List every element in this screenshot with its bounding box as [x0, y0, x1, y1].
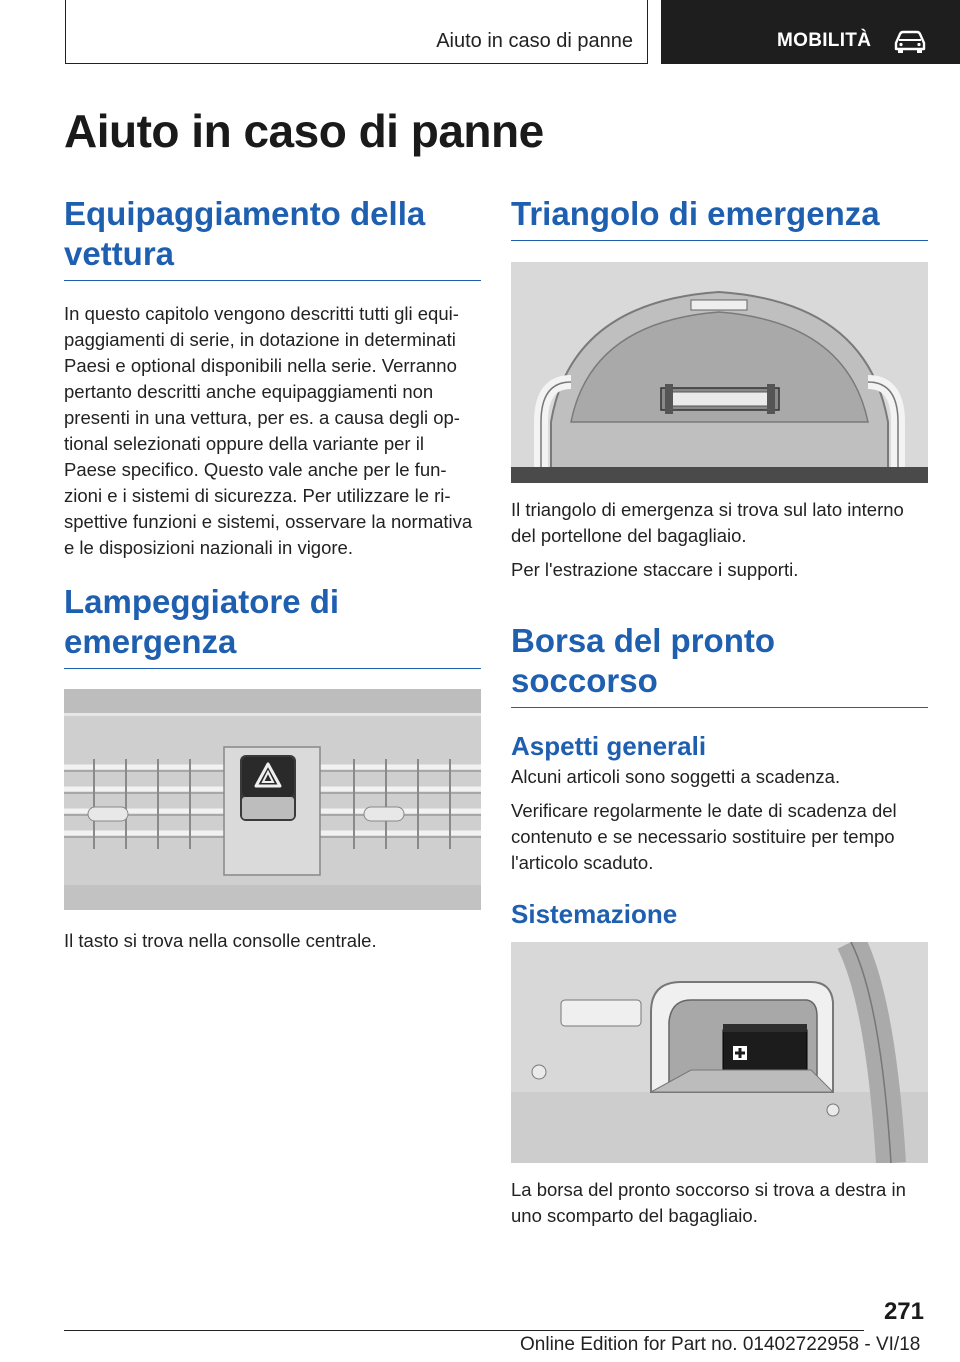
heading-line: Equipaggiamento della [64, 195, 426, 232]
text-line: zioni e i sistemi di sicurezza. Per utilizzare le ri‐ [64, 485, 451, 506]
warning-triangle-figure [511, 262, 928, 483]
equipaggiamento-paragraph [64, 301, 481, 561]
left-column [64, 194, 481, 561]
section-heading-triangolo: Triangolo di emergenza [511, 194, 928, 241]
text-line: Paese specifico. Questo vale anche per le fun‐ [64, 459, 447, 480]
first-aid-kit-figure [511, 942, 928, 1163]
text-line: Paesi e optional disponibili nella serie. Verranno [64, 355, 457, 376]
section-heading-lampeggiatore [64, 582, 481, 669]
first-aid-caption [511, 1177, 928, 1229]
heading-line: emergenza [64, 623, 237, 660]
header-chapter-tab[interactable] [661, 0, 960, 64]
text-line: del portellone del bagagliaio. [511, 525, 747, 546]
right-column-2 [511, 621, 928, 1229]
header-section-box [65, 0, 648, 64]
footer-edition-text: Online Edition for Part no. 01402722958 - VI/18 [520, 1334, 921, 1355]
hazard-caption: Il tasto si trova nella consolle centrale. [64, 930, 377, 951]
text-line: l'articolo scaduto. [511, 852, 654, 873]
section-heading-borsa: Borsa del pronto soccorso [511, 621, 928, 708]
left-column-2 [64, 582, 481, 954]
hazard-button-figure [64, 689, 481, 910]
subheading-sistemazione: Sistemazione [511, 899, 678, 929]
right-column [511, 194, 928, 583]
text-line: paggiamenti di serie, in dotazione in determinati [64, 329, 456, 350]
text-line: La borsa del pronto soccorso si trova a destra in [511, 1179, 906, 1200]
section-heading-equipaggiamento [64, 194, 481, 281]
text-line: tional selezionati oppure della variante per il [64, 433, 424, 454]
triangle-caption [511, 497, 928, 549]
page-title: Aiuto in caso di panne [64, 105, 544, 157]
text-line: In questo capitolo vengono descritti tutti gli equi‐ [64, 303, 459, 324]
header-section-title: Aiuto in caso di panne [436, 30, 633, 52]
heading-line: vettura [64, 235, 175, 272]
heading-line: Lampeggiatore di [64, 583, 340, 620]
text-line: Il triangolo di emergenza si trova sul lato interno [511, 499, 904, 520]
car-icon [893, 29, 927, 53]
page-number: 271 [883, 1298, 924, 1325]
subheading-aspetti-generali: Aspetti generali [511, 731, 707, 761]
text-line: pertanto descritti anche equipaggiamenti non [64, 381, 434, 402]
header-chapter-title: MOBILITÀ [777, 30, 872, 51]
text-line: presenti in una vettura, per es. a causa degli op‐ [64, 407, 460, 428]
text-line: e le disposizioni nazionali in vigore. [64, 537, 353, 558]
text-line: Verificare regolarmente le date di scadenza del [511, 800, 897, 821]
text-line: spettive funzioni e sistemi, osservare la normativa [64, 511, 473, 532]
text-line: contenuto e se necessario sostituire per tempo [511, 826, 895, 847]
aspetti-line: Alcuni articoli sono soggetti a scadenza. [511, 766, 841, 787]
text-line: uno scomparto del bagagliaio. [511, 1205, 758, 1226]
footer-divider [64, 1330, 864, 1331]
aspetti-paragraph [511, 798, 928, 876]
triangle-note: Per l'estrazione staccare i supporti. [511, 559, 799, 580]
